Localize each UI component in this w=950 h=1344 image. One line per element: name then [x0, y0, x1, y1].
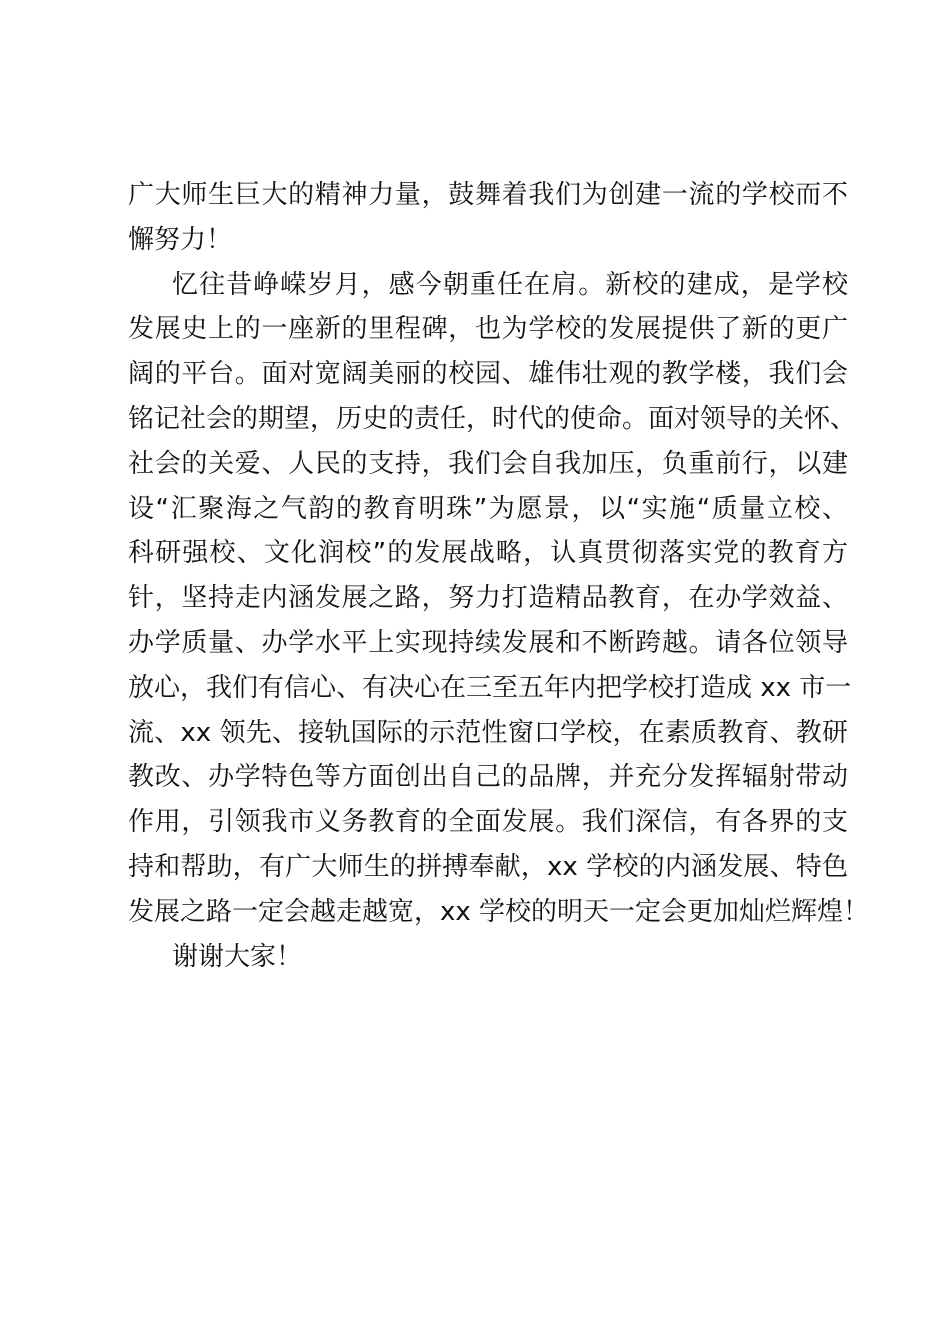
text-line: 办学质量、办学水平上实现持续发展和不断跨越。请各位领导: [128, 627, 848, 658]
text-line: 懈努力！: [128, 224, 233, 255]
text-line: 阔的平台。面对宽阔美丽的校园、雄伟壮观的教学楼，我们会: [128, 359, 848, 390]
text-line: 社会的关爱、人民的支持，我们会自我加压，负重前行，以建: [128, 448, 848, 479]
text-line: 发展史上的一座新的里程碑，也为学校的发展提供了新的更广: [128, 314, 848, 345]
text-line: 发展之路一定会越走越宽，xx 学校的明天一定会更加灿烂辉煌！: [128, 896, 870, 927]
text-line: 设“汇聚海之气韵的教育明珠”为愿景，以“实施“质量立校、: [128, 493, 848, 524]
text-line: 作用，引领我市义务教育的全面发展。我们深信，有各界的支: [128, 807, 848, 838]
text-line: 铭记社会的期望，历史的责任，时代的使命。面对领导的关怀、: [128, 403, 857, 434]
paragraph-first-line: 忆往昔峥嵘岁月，感今朝重任在肩。新校的建成，是学校: [172, 269, 848, 300]
text-line: 流、xx 领先、接轨国际的示范性窗口学校，在素质教育、教研: [128, 717, 848, 748]
text-line: 科研强校、文化润校”的发展战略，认真贯彻落实党的教育方: [128, 538, 848, 569]
text-line: 广大师生巨大的精神力量，鼓舞着我们为创建一流的学校而不: [128, 180, 848, 210]
text-line: 针，坚持走内涵发展之路，努力打造精品教育，在办学效益、: [128, 583, 848, 614]
text-line: 持和帮助，有广大师生的拼搏奉献，xx 学校的内涵发展、特色: [128, 851, 848, 882]
text-line: 放心，我们有信心、有决心在三至五年内把学校打造成 xx 市一: [128, 672, 852, 703]
speech-body-text: [128, 173, 870, 979]
text-line: 教改、办学特色等方面创出自己的品牌，并充分发挥辐射带动: [128, 762, 848, 793]
closing-thanks: 谢谢大家！: [172, 941, 303, 972]
